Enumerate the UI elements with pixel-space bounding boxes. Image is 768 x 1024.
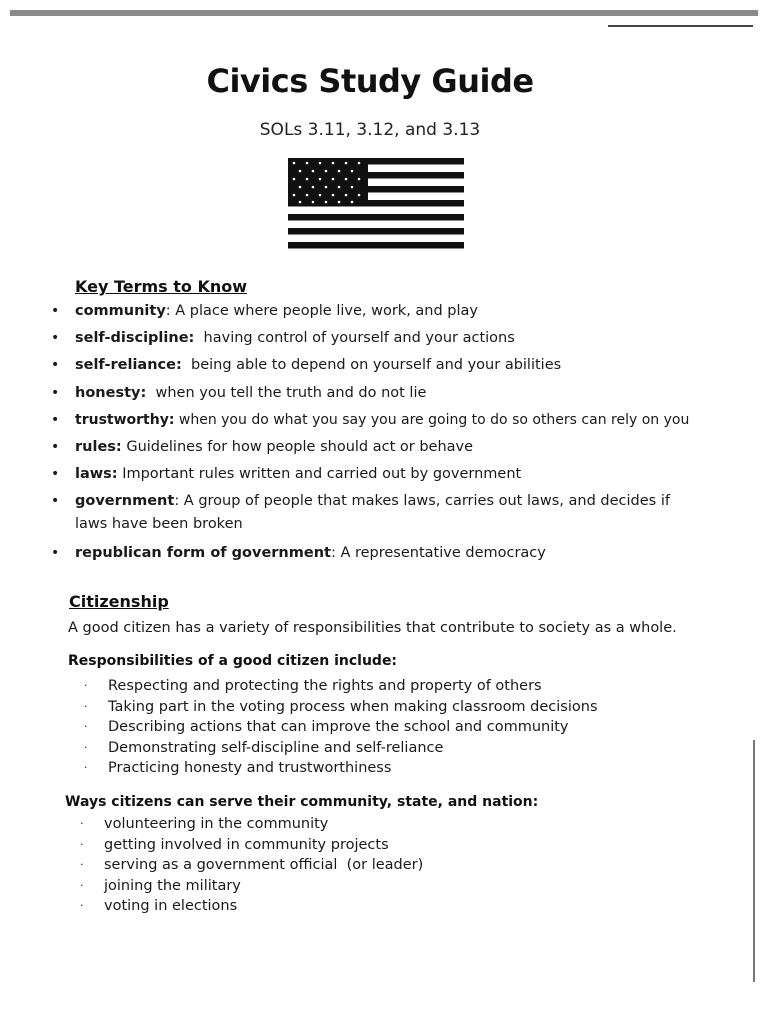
term-definition: : A place where people live, work, and play bbox=[165, 303, 478, 319]
list-item bbox=[48, 542, 718, 564]
bullet-icon: · bbox=[84, 740, 88, 754]
bullet-icon: · bbox=[80, 899, 84, 912]
list-item-text: joining the military bbox=[104, 877, 241, 894]
term-definition: when you tell the truth and do not lie bbox=[146, 384, 427, 401]
key-terms-heading: Key Terms to Know bbox=[75, 277, 248, 296]
list-item bbox=[84, 758, 598, 779]
scan-edge-line bbox=[608, 25, 753, 27]
list-item-text: Describing actions that can improve the school and community bbox=[108, 719, 569, 735]
term-name: community bbox=[75, 303, 166, 319]
list-item bbox=[84, 738, 598, 759]
term-definition: Guidelines for how people should act or behave bbox=[121, 438, 474, 455]
list-item bbox=[48, 436, 718, 458]
term-name: government bbox=[75, 493, 175, 510]
scan-edge-right bbox=[753, 740, 755, 982]
bullet-icon: · bbox=[80, 817, 84, 830]
bullet-icon: • bbox=[51, 357, 60, 374]
ways-to-serve-list bbox=[80, 814, 423, 917]
list-item bbox=[48, 490, 718, 536]
term-name: self-reliance: bbox=[75, 357, 182, 374]
bullet-icon: · bbox=[80, 858, 84, 871]
list-item-text: volunteering in the community bbox=[104, 816, 329, 832]
list-item bbox=[80, 814, 423, 835]
citizenship-heading: Citizenship bbox=[69, 592, 169, 611]
term-name: self-discipline: bbox=[75, 330, 195, 347]
term-definition: : A group of people that makes laws, carries out laws, and decides if laws have been broken bbox=[75, 493, 670, 533]
term-name: trustworthy: bbox=[75, 411, 175, 428]
bullet-icon: · bbox=[84, 720, 88, 733]
term-name: honesty: bbox=[75, 384, 147, 401]
list-item-text: getting involved in community projects bbox=[104, 836, 389, 853]
list-item bbox=[48, 463, 718, 485]
ways-to-serve-heading: Ways citizens can serve their community, state, and nation: bbox=[65, 794, 539, 810]
term-definition: : A representative democracy bbox=[330, 544, 546, 561]
term-definition: being able to depend on yourself and your abilities bbox=[181, 357, 562, 374]
citizenship-intro: A good citizen has a variety of responsibilities that contribute to society as a whole. bbox=[68, 620, 677, 636]
bullet-icon: · bbox=[80, 837, 84, 851]
list-item bbox=[80, 835, 423, 856]
american-flag-icon bbox=[288, 158, 464, 256]
list-item-text: serving as a government official (or leader) bbox=[104, 857, 424, 873]
bullet-icon: • bbox=[51, 384, 60, 401]
bullet-icon: · bbox=[84, 761, 88, 774]
bullet-icon: • bbox=[51, 466, 60, 483]
responsibilities-list bbox=[84, 676, 598, 779]
term-name: laws: bbox=[75, 466, 118, 483]
bullet-icon: · bbox=[84, 679, 88, 692]
list-item bbox=[80, 876, 423, 897]
list-item bbox=[48, 354, 718, 376]
list-item bbox=[80, 896, 423, 917]
list-item-text: voting in elections bbox=[104, 898, 238, 914]
list-item bbox=[84, 717, 598, 738]
bullet-icon: • bbox=[51, 330, 60, 347]
list-item-text: Taking part in the voting process when making classroom decisions bbox=[108, 698, 598, 715]
list-item-text: Demonstrating self-discipline and self-reliance bbox=[108, 739, 444, 756]
flag-canton bbox=[288, 158, 368, 206]
list-item bbox=[80, 855, 423, 876]
list-item bbox=[48, 327, 718, 349]
list-item bbox=[48, 409, 718, 431]
page-title: Civics Study Guide bbox=[206, 62, 534, 100]
list-item-text: Practicing honesty and trustworthiness bbox=[108, 760, 392, 776]
term-definition: Important rules written and carried out by government bbox=[117, 466, 522, 483]
bullet-icon: • bbox=[51, 438, 60, 455]
bullet-icon: · bbox=[80, 878, 84, 892]
bullet-icon: • bbox=[51, 411, 60, 428]
bullet-icon: • bbox=[51, 544, 60, 561]
key-terms-list bbox=[48, 300, 718, 569]
list-item-text: Respecting and protecting the rights and property of others bbox=[108, 678, 542, 694]
bullet-icon: · bbox=[84, 699, 88, 713]
term-definition: having control of yourself and your actions bbox=[194, 330, 515, 347]
bullet-icon: • bbox=[51, 303, 60, 319]
list-item bbox=[84, 676, 598, 697]
page-subtitle: SOLs 3.11, 3.12, and 3.13 bbox=[259, 120, 481, 140]
bullet-icon: • bbox=[51, 493, 60, 510]
term-definition: when you do what you say you are going to do so others can rely on you bbox=[174, 411, 690, 428]
list-item bbox=[48, 300, 718, 322]
responsibilities-heading: Responsibilities of a good citizen include: bbox=[68, 653, 398, 669]
list-item bbox=[84, 697, 598, 718]
scan-edge-top bbox=[10, 10, 758, 16]
list-item bbox=[48, 382, 718, 404]
term-name: republican form of government bbox=[75, 544, 331, 561]
term-name: rules: bbox=[75, 438, 122, 455]
